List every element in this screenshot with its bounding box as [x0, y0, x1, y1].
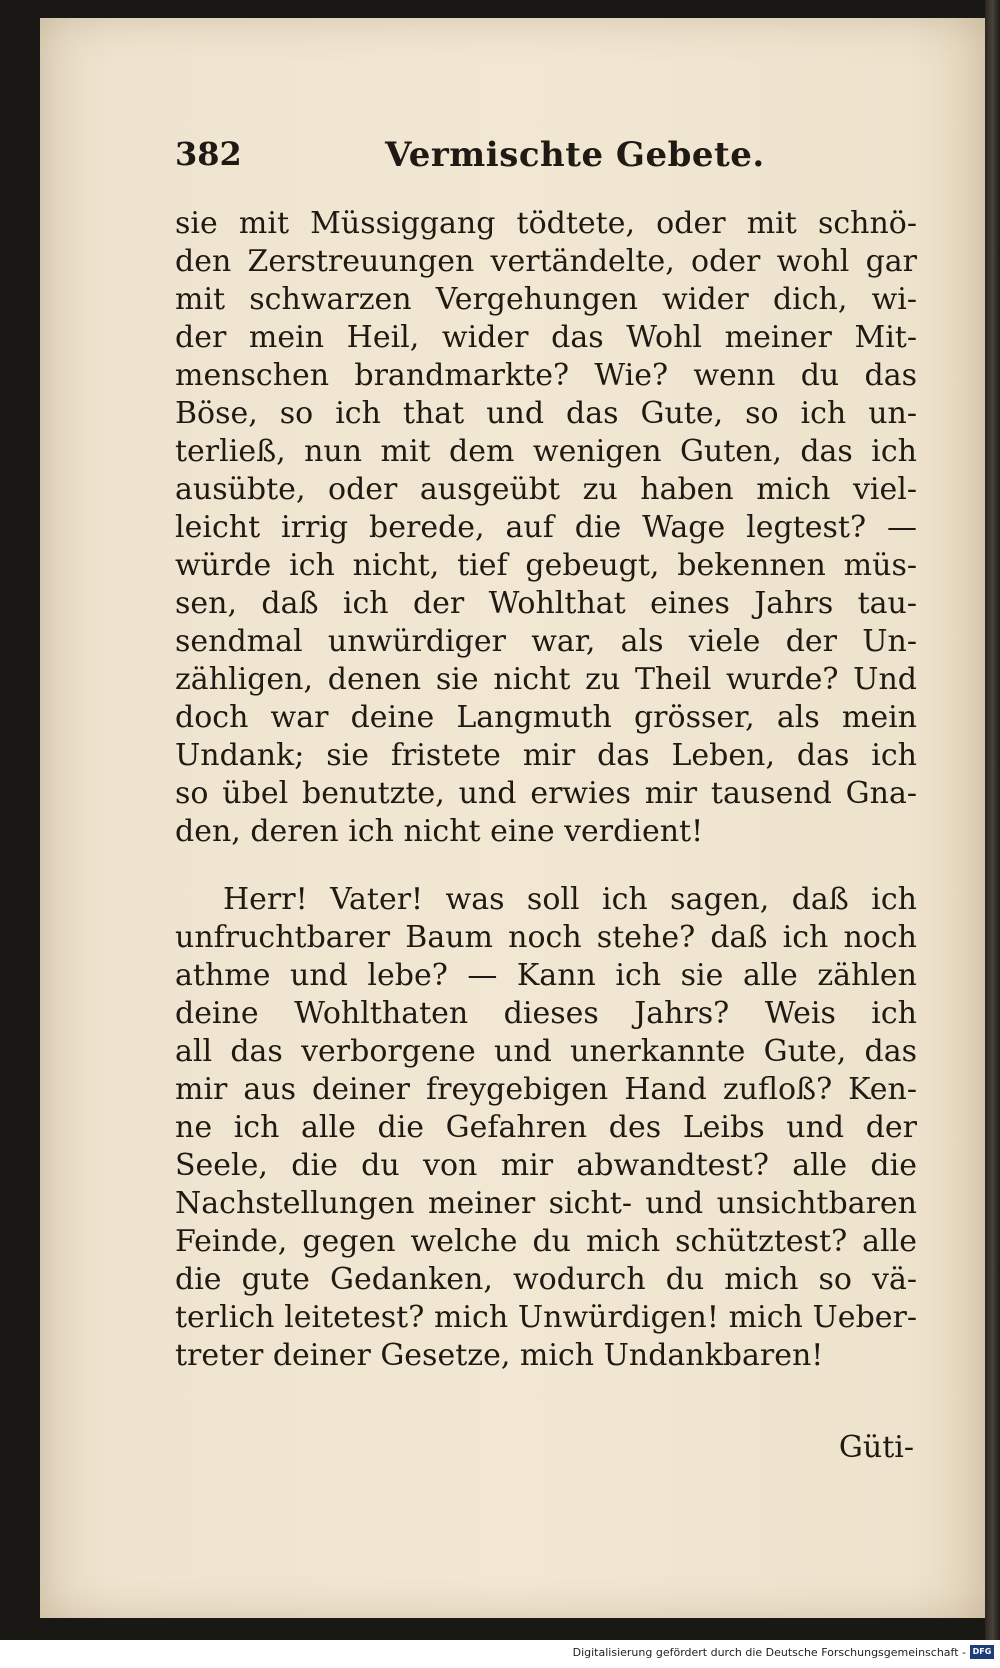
text-line: Seele, die du von mir abwandtest? alle die	[175, 1148, 917, 1183]
text-line: die gute Gedanken, wodurch du mich so vä-	[175, 1262, 917, 1297]
text-line: athme und lebe? — Kann ich sie alle zählen	[175, 958, 917, 993]
text-line: leicht irrig berede, auf die Wage legtest? —	[175, 510, 917, 545]
running-head: Vermischte Gebete.	[385, 135, 765, 175]
page-gutter	[985, 0, 1000, 1640]
footer-credit: Digitalisierung gefördert durch die Deutsche Forschungsgemeinschaft -	[572, 1646, 966, 1659]
text-line: würde ich nicht, tief gebeugt, bekennen müs-	[175, 548, 917, 583]
page-header	[175, 135, 910, 185]
text-line: menschen brandmarkte? Wie? wenn du das	[175, 358, 917, 393]
text-line: ne ich alle die Gefahren des Leibs und der	[175, 1110, 917, 1145]
paragraph-gap	[175, 851, 917, 881]
text-line: sendmal unwürdiger war, als viele der Un-	[175, 624, 917, 659]
text-line: terließ, nun mit dem wenigen Guten, das ich	[175, 434, 917, 469]
page-number: 382	[175, 135, 242, 173]
text-line: unfruchtbarer Baum noch stehe? daß ich noch	[175, 920, 917, 955]
text-line: treter deiner Gesetze, mich Undankbaren!	[175, 1338, 824, 1373]
text-line: Herr! Vater! was soll ich sagen, daß ich	[223, 882, 917, 917]
text-line: der mein Heil, wider das Wohl meiner Mit-	[175, 320, 917, 355]
text-line: Undank; sie fristete mir das Leben, das ich	[175, 738, 917, 773]
text-line: mir aus deiner freygebigen Hand zufloß? Ken-	[175, 1072, 917, 1107]
paragraph-1	[175, 205, 917, 851]
text-line: zähligen, denen sie nicht zu Theil wurde? Und	[175, 662, 917, 697]
text-line: Feinde, gegen welche du mich schütztest? alle	[175, 1224, 917, 1259]
text-line: so übel benutzte, und erwies mir tausend Gna-	[175, 776, 917, 811]
catchword: Güti-	[838, 1430, 914, 1465]
text-line: mit schwarzen Vergehungen wider dich, wi-	[175, 282, 917, 317]
text-line: doch war deine Langmuth grösser, als mein	[175, 700, 917, 735]
dfg-logo-icon: DFG	[970, 1645, 994, 1659]
text-line: den, deren ich nicht eine verdient!	[175, 814, 704, 849]
paragraph-2	[175, 881, 917, 1375]
text-line: all das verborgene und unerkannte Gute, das	[175, 1034, 917, 1069]
text-line: terlich leitetest? mich Unwürdigen! mich Ueber-	[175, 1300, 917, 1335]
text-line: den Zerstreuungen vertändelte, oder wohl gar	[175, 244, 917, 279]
text-line: ausübte, oder ausgeübt zu haben mich viel-	[175, 472, 917, 507]
text-line: Böse, so ich that und das Gute, so ich un-	[175, 396, 917, 431]
text-line: deine Wohlthaten dieses Jahrs? Weis ich	[175, 996, 917, 1031]
text-line: sen, daß ich der Wohlthat eines Jahrs tau-	[175, 586, 917, 621]
text-line: Nachstellungen meiner sicht- und unsichtbaren	[175, 1186, 917, 1221]
body-text	[175, 205, 917, 1375]
text-line: sie mit Müssiggang tödtete, oder mit schnö-	[175, 206, 917, 241]
